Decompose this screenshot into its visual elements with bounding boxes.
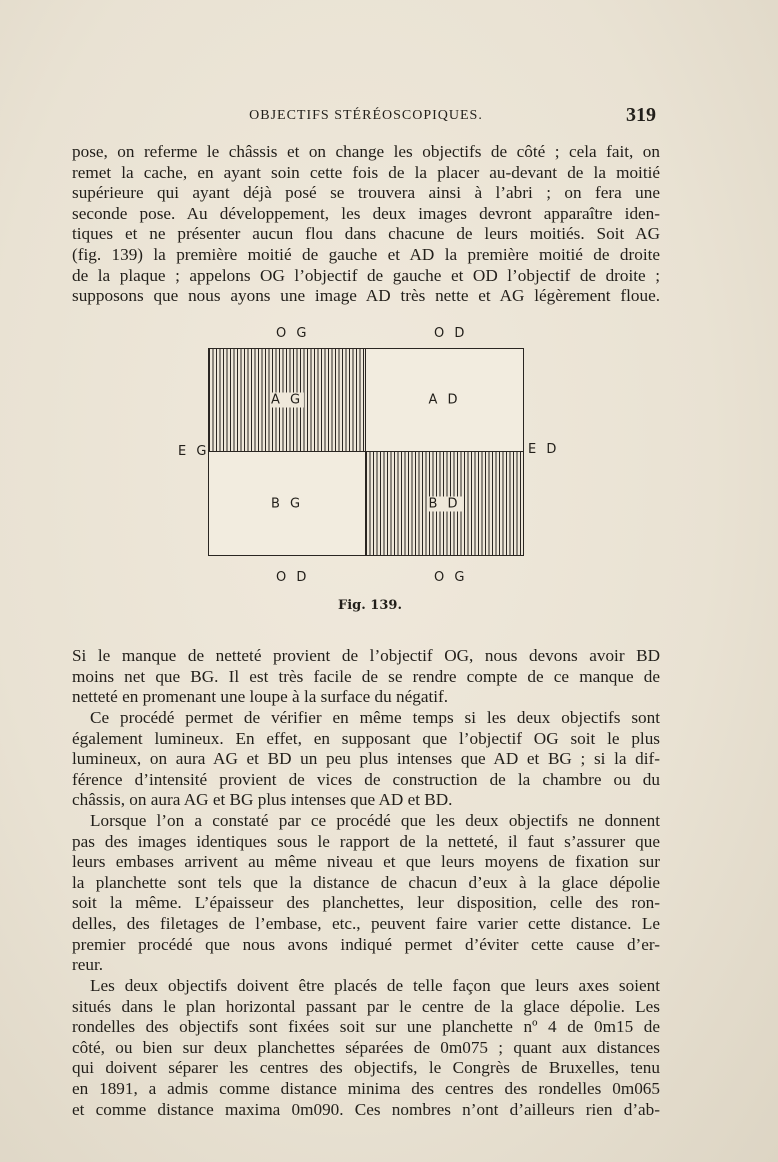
figure-caption: Fig. 139. xyxy=(338,598,402,613)
paragraph-5 xyxy=(72,976,660,1120)
text-line: férence d’intensité provient de vices de construction de la chambre ou du xyxy=(72,769,660,789)
text-line: lumineux, on aura AG et BD un peu plus intenses que AD et BG ; si la dif- xyxy=(72,749,660,769)
text-line: Lorsque l’on a constaté par ce procédé que les deux objectifs ne donnent xyxy=(90,811,660,830)
fig-label-right: E D xyxy=(528,442,560,457)
text-line: supérieure qui ayant déjà posé se trouvera ainsi à l’abri ; on fera une xyxy=(72,183,660,203)
text-line: moins net que BG. Il est très facile de se rendre compte de ce manque de xyxy=(72,666,660,686)
text-line: delles, des filetages de l’embase, etc., peuvent faire varier cette distance. Le xyxy=(72,913,660,933)
text-line: supposons que nous ayons une image AD très nette et AG légèrement floue. xyxy=(72,286,660,306)
text-line: rondelles des objectifs sont fixées soit sur une planchette nº 4 de 0m15 de xyxy=(72,1017,660,1037)
text-line: la planchette sont tels que la distance de chacun d’eux à la glace dépolie xyxy=(72,872,660,892)
quadrant-bd xyxy=(366,452,523,555)
text-line: premier procédé que nous avons indiqué permet d’éviter cette cause d’er- xyxy=(72,934,660,954)
fig-label-bottom-right: O G xyxy=(434,570,468,585)
text-line: en 1891, a admis comme distance minima des centres des rondelles 0m065 xyxy=(72,1078,660,1098)
paragraph-4 xyxy=(72,811,660,976)
fig-label-bottom-left: O D xyxy=(276,570,310,585)
fig-label-left: E G xyxy=(178,444,210,459)
fig-label-top-left: O G xyxy=(276,326,310,341)
paragraph-1 xyxy=(72,142,660,307)
paragraph-3 xyxy=(72,708,660,811)
text-line: soit la même. L’épaisseur des planchettes, leur disposition, celle des ron- xyxy=(72,893,660,913)
text-line: qui doivent séparer les centres des objectifs, le Congrès de Bruxelles, tenu xyxy=(72,1058,660,1078)
text-line: situés dans le plan horizontal passant par le centre de la glace dépolie. Les xyxy=(72,996,660,1016)
text-line: reur. xyxy=(72,955,104,975)
text-line: Les deux objectifs doivent être placés de telle façon que leurs axes soient xyxy=(90,976,660,995)
text-line: châssis, on aura AG et BG plus intenses que AD et BD. xyxy=(72,790,453,810)
text-line: (fig. 139) la première moitié de gauche et AD la première moitié de droite xyxy=(72,244,660,264)
quadrant-label: B D xyxy=(428,496,461,511)
fig-label-top-right: O D xyxy=(434,326,468,341)
text-line: Ce procédé permet de vérifier en même temps si les deux objectifs sont xyxy=(90,708,660,727)
figure-139 xyxy=(160,320,580,620)
text-line: côté, ou bien sur deux planchettes séparées de 0m075 ; quant aux distances xyxy=(72,1037,660,1057)
plate-diagram xyxy=(208,348,524,556)
text-line: également lumineux. En effet, en supposant que l’objectif OG soit le plus xyxy=(72,728,660,748)
running-head xyxy=(72,104,660,130)
quadrant-ad xyxy=(366,349,523,452)
text-line: pas des images identiques sous le rapport de la netteté, il faut s’assurer que xyxy=(72,831,660,851)
quadrant-bg xyxy=(209,452,366,555)
text-line: netteté en promenant une loupe à la surface du négatif. xyxy=(72,687,449,707)
text-line: Si le manque de netteté provient de l’objectif OG, nous devons avoir BD xyxy=(72,646,660,665)
page-number: 319 xyxy=(626,104,656,126)
text-line: et comme distance maxima 0m090. Ces nombres n’ont d’ailleurs rien d’ab- xyxy=(72,1099,660,1119)
text-line: leurs embases arrivent au même niveau et que leurs moyens de fixation sur xyxy=(72,852,660,872)
text-line: tiques et ne présenter aucun flou dans chacune de leurs moitiés. Soit AG xyxy=(72,224,660,244)
text-line: de la plaque ; appelons OG l’objectif de gauche et OD l’objectif de droite ; xyxy=(72,265,660,285)
text-line: pose, on referme le châssis et on change les objectifs de côté ; cela fait, on xyxy=(72,142,660,161)
running-title: OBJECTIFS STÉRÉOSCOPIQUES. xyxy=(249,108,483,123)
paragraph-2 xyxy=(72,646,660,708)
text-line: remet la cache, en ayant soin cette fois de la placer au-devant de la moitié xyxy=(72,162,660,182)
quadrant-label: A G xyxy=(270,392,304,408)
quadrant-label: B G xyxy=(270,496,304,511)
quadrant-ag xyxy=(209,349,366,452)
quadrant-label: A D xyxy=(428,392,461,408)
text-line: seconde pose. Au développement, les deux images devront apparaître iden- xyxy=(72,203,660,223)
